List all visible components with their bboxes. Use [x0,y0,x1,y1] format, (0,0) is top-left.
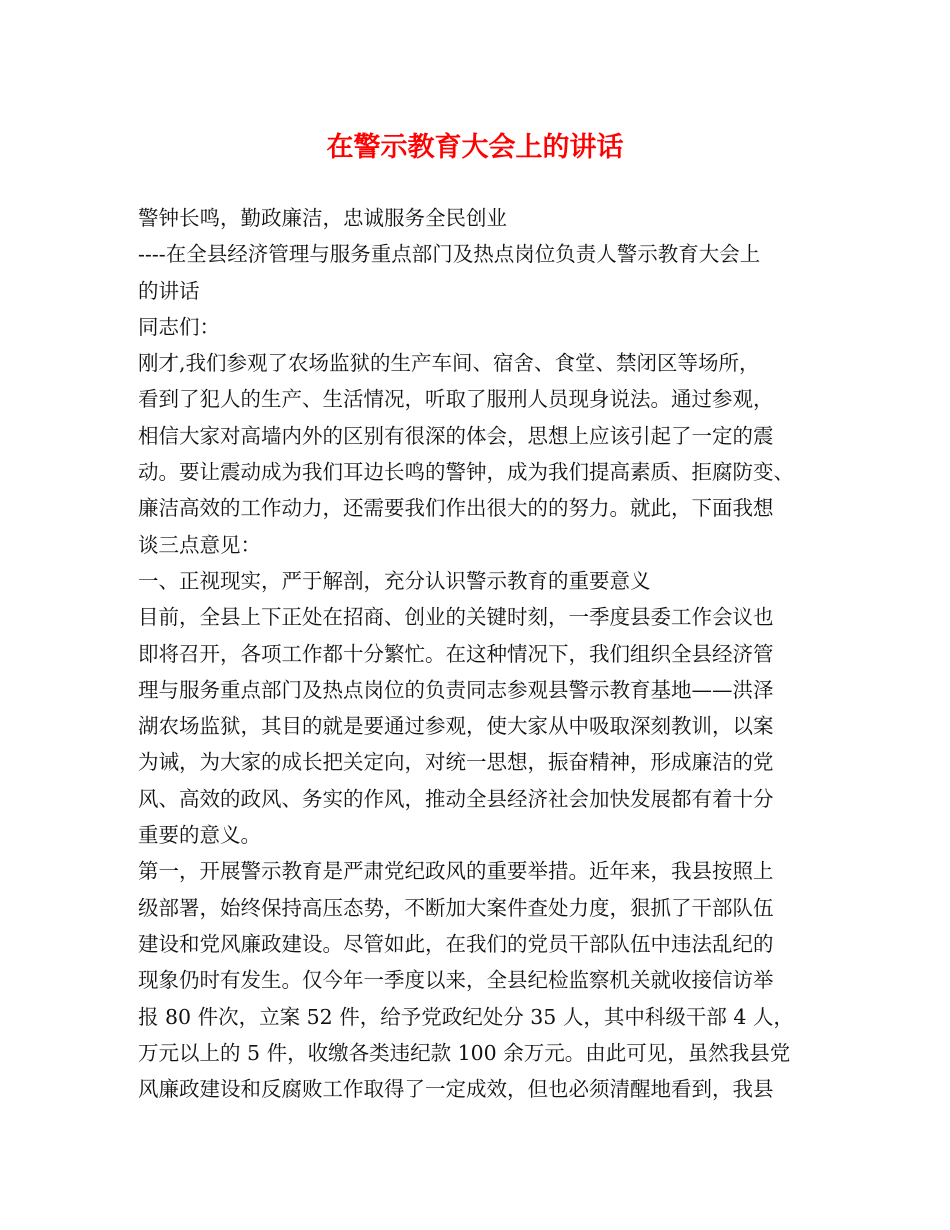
document-title: 在警示教育大会上的讲话 [326,132,624,163]
subtitle-line: 的讲话 [138,278,200,303]
paragraph-line: 万元以上的 5 件，收缴各类违纪款 100 余万元。由此可见，虽然我县党 [138,1040,791,1065]
paragraph-line: 重要的意义。 [138,823,261,848]
paragraph-line: 看到了犯人的生产、生活情况，听取了服刑人员现身说法。通过参观， [138,387,774,412]
paragraph-line: 动。要让震动成为我们耳边长鸣的警钟，成为我们提高素质、拒腐防变、 [138,460,794,485]
subtitle-line: 警钟长鸣，勤政廉洁，忠诚服务全民创业 [138,206,507,230]
paragraph-line: 为诫，为大家的成长把关定向，对统一思想，振奋精神，形成廉洁的党 [138,750,774,775]
paragraph-line: 廉洁高效的工作动力，还需要我们作出很大的的努力。就此，下面我想 [138,496,774,521]
paragraph-line: 湖农场监狱，其目的就是要通过参观，使大家从中吸取深刻教训，以案 [138,714,774,739]
paragraph-line: 第一，开展警示教育是严肃党纪政风的重要举措。近年来，我县按照上 [138,859,774,884]
paragraph-line: 报 80 件次，立案 52 件，给予党政纪处分 35 人，其中科级干部 4 人， [138,1004,794,1029]
paragraph-line: 建设和党风廉政建设。尽管如此，在我们的党员干部队伍中违法乱纪的 [138,931,774,956]
subtitle-line: ----在全县经济管理与服务重点部门及热点岗位负责人警示教育大会上 [138,242,761,267]
paragraph-line: 现象仍时有发生。仅今年一季度以来，全县纪检监察机关就收接信访举 [138,968,774,993]
section-heading-line: 一、正视现实，严于解剖，充分认识警示教育的重要意义 [138,568,651,593]
paragraph-line: 谈三点意见： [138,532,261,557]
paragraph-line: 相信大家对高墙内外的区别有很深的体会，思想上应该引起了一定的震 [138,423,774,448]
paragraph-line: 理与服务重点部门及热点岗位的负责同志参观县警示教育基地——洪泽 [138,677,774,702]
paragraph-line: 级部署，始终保持高压态势，不断加大案件查处力度，狠抓了干部队伍 [138,895,774,920]
paragraph-line: 即将召开，各项工作都十分繁忙。在这种情况下，我们组织全县经济管 [138,641,774,666]
paragraph-line: 刚才,我们参观了农场监狱的生产车间、宿舍、食堂、禁闭区等场所， [138,351,760,376]
salutation-line: 同志们： [138,314,220,339]
paragraph-line: 目前，全县上下正处在招商、创业的关键时刻，一季度县委工作会议也 [138,605,774,630]
document-body [138,200,828,1107]
paragraph-line: 风、高效的政风、务实的作风，推动全县经济社会加快发展都有着十分 [138,786,774,811]
paragraph-line: 风廉政建设和反腐败工作取得了一定成效，但也必须清醒地看到，我县 [138,1077,774,1102]
